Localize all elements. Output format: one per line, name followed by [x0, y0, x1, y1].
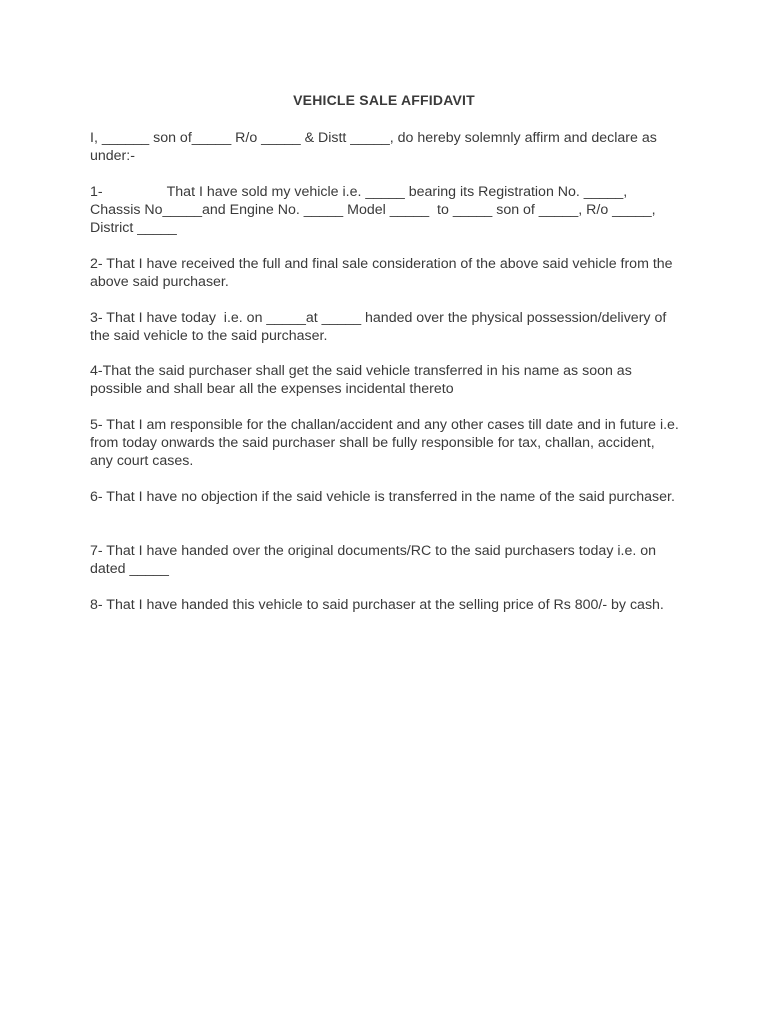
clause-3: 3- That I have today i.e. on _____at _____ handed over the physical possession/delivery of the said vehicle to the said purchaser. [90, 310, 671, 344]
clause-2: 2- That I have received the full and final sale consideration of the above said vehicle from the above said purchaser. [90, 256, 677, 290]
clause-4: 4-That the said purchaser shall get the said vehicle transferred in his name as soon as possible and shall bear all the expenses incidental thereto [90, 363, 636, 397]
clause-1-text: That I have sold my vehicle i.e. _____ bearing its Registration No. _____, Chassis No_____and Engine No. _____ Model _____ to _____ son of _____, R/o _____, District _____ [90, 184, 660, 236]
clause-6: 6- That I have no objection if the said vehicle is transferred in the name of the said purchaser. [90, 489, 675, 505]
clause-8: 8- That I have handed this vehicle to said purchaser at the selling price of Rs 800/- by cash. [90, 597, 664, 613]
document-title: VEHICLE SALE AFFIDAVIT [293, 92, 475, 108]
clause-1 [90, 183, 680, 237]
clause-5: 5- That I am responsible for the challan/accident and any other cases till date and in future i.e. from today onwards the said purchaser shall be fully responsible for tax, challan, accident, any court cases. [90, 417, 683, 469]
intro-paragraph: I, ______ son of_____ R/o _____ & Distt _____, do hereby solemnly affirm and declare as under:- [90, 130, 661, 164]
clause-1-number: 1- [90, 184, 103, 200]
clause-7: 7- That I have handed over the original documents/RC to the said purchasers today i.e. on dated _____ [90, 543, 660, 577]
